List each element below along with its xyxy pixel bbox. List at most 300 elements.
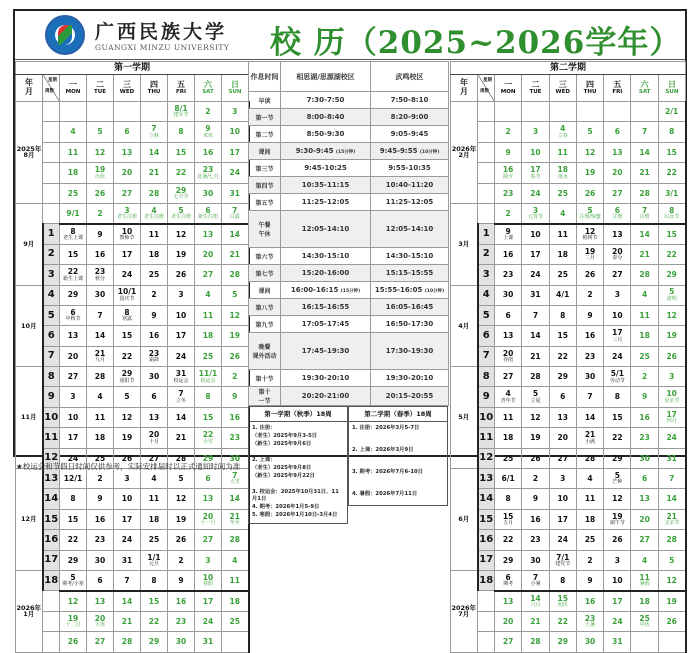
- day-cell: 20: [495, 611, 522, 631]
- day-cell: [60, 102, 87, 122]
- day-cell: 18: [141, 244, 168, 264]
- weekday-header-tue: 二 TUE: [522, 75, 549, 102]
- day-cell: 9: [631, 387, 658, 407]
- day-cell: 16: [195, 142, 222, 162]
- day-cell: 2: [631, 367, 658, 387]
- day-cell: 14: [222, 489, 249, 509]
- day-cell: 17: [604, 591, 631, 611]
- day-cell: 3: [60, 387, 87, 407]
- day-cell: 14: [631, 224, 658, 244]
- day-cell: 10: [604, 305, 631, 325]
- day-cell: 8: [495, 489, 522, 509]
- schedule-row: [249, 316, 449, 333]
- note-line: 5. 寒假：2026年1月10日-3月4日: [252, 512, 338, 519]
- day-cell: 18 雨水: [549, 163, 576, 183]
- day-cell: 10: [60, 407, 87, 427]
- day-cell: 4 立春: [549, 122, 576, 142]
- campus2-time: 11:25-12:05: [371, 194, 449, 211]
- week-row: [16, 163, 249, 183]
- day-cell: 30: [87, 285, 114, 305]
- week-weekday-header: 星期 周数: [478, 75, 495, 102]
- day-cell: 10 母亲节: [658, 387, 685, 407]
- day-cell: [114, 102, 141, 122]
- day-cell: 21 冬至: [222, 509, 249, 529]
- week-row: [451, 387, 686, 407]
- day-cell: 13: [60, 326, 87, 346]
- day-cell: 19: [658, 326, 685, 346]
- day-cell: 2: [522, 469, 549, 489]
- day-cell: 18: [576, 509, 603, 529]
- week-number: 17: [478, 550, 495, 570]
- day-cell: 28: [631, 183, 658, 203]
- day-cell: 11 暑假: [631, 570, 658, 590]
- day-cell: 23: [495, 265, 522, 285]
- day-cell: 21 九月: [87, 346, 114, 366]
- day-cell: 8 寒露: [114, 305, 141, 325]
- day-cell: 3: [549, 469, 576, 489]
- day-cell: 28: [87, 367, 114, 387]
- day-cell: 17 四月: [658, 407, 685, 427]
- day-cell: 30: [631, 448, 658, 468]
- day-cell: 5 芒种: [604, 469, 631, 489]
- day-cell: 22: [60, 530, 87, 550]
- week-number: 16: [43, 530, 60, 550]
- day-cell: 16: [576, 326, 603, 346]
- week-number: 4: [478, 285, 495, 305]
- day-cell: 23: [631, 428, 658, 448]
- campus2-time: 20:15-20:55: [371, 387, 449, 406]
- week-row: [451, 448, 686, 468]
- day-cell: 24: [60, 448, 87, 468]
- day-cell: 29: [141, 632, 168, 652]
- note-line: [352, 458, 444, 466]
- day-cell: 11: [141, 489, 168, 509]
- week-number: 11: [43, 428, 60, 448]
- day-cell: 18: [495, 428, 522, 448]
- day-cell: 13: [495, 326, 522, 346]
- weekday-header-wed: 三 WED: [114, 75, 141, 102]
- day-cell: 22: [549, 611, 576, 631]
- day-cell: 9: [576, 570, 603, 590]
- schedule-panel: [248, 61, 449, 526]
- week-row: [16, 428, 249, 448]
- day-cell: 28: [658, 530, 685, 550]
- day-cell: 17: [168, 326, 195, 346]
- day-cell: 6: [195, 469, 222, 489]
- day-cell: 31: [114, 550, 141, 570]
- day-cell: 3: [658, 367, 685, 387]
- campus1-time: 17:45-19:30: [281, 333, 371, 370]
- year-month-header: 年 月: [16, 75, 43, 102]
- weekday-header-mon: 一 MON: [495, 75, 522, 102]
- day-cell: 12: [168, 489, 195, 509]
- day-cell: 12: [168, 224, 195, 244]
- day-cell: 18: [195, 326, 222, 346]
- day-cell: 30: [195, 183, 222, 203]
- day-cell: 14: [168, 407, 195, 427]
- day-cell: 18: [222, 591, 249, 611]
- note-line: （老生）2025年9月8日: [252, 464, 312, 471]
- schedule-row: [249, 92, 449, 109]
- day-cell: 25: [631, 346, 658, 366]
- day-cell: 22: [495, 530, 522, 550]
- day-cell: 17: [522, 244, 549, 264]
- day-cell: 15: [549, 326, 576, 346]
- day-cell: 15: [168, 142, 195, 162]
- note-line: （老生）2025年9月3-5日: [252, 432, 318, 439]
- day-cell: 23: [576, 346, 603, 366]
- day-cell: 28: [114, 632, 141, 652]
- day-cell: 10 教师节: [114, 224, 141, 244]
- day-cell: 25 中伏: [631, 611, 658, 631]
- period-label: 第七节: [249, 265, 281, 282]
- day-cell: 21: [522, 346, 549, 366]
- day-cell: 7: [576, 387, 603, 407]
- day-cell: 19: [168, 244, 195, 264]
- day-cell: 5 老生注册: [168, 203, 195, 223]
- week-number: 5: [43, 305, 60, 325]
- week-row: [451, 163, 686, 183]
- day-cell: 5: [114, 387, 141, 407]
- day-cell: 10/1 国庆节: [114, 285, 141, 305]
- week-row: [451, 530, 686, 550]
- week-number: [43, 632, 60, 652]
- week-row: [16, 407, 249, 427]
- day-cell: 20 谷雨: [495, 346, 522, 366]
- week-row: [451, 203, 686, 223]
- day-cell: 7 立冬: [168, 387, 195, 407]
- week-row: [451, 550, 686, 570]
- day-cell: 23: [522, 530, 549, 550]
- day-cell: 25: [141, 530, 168, 550]
- campus1-time: 10:35-11:15: [281, 177, 371, 194]
- week-number: [478, 102, 495, 122]
- day-cell: [658, 632, 685, 652]
- day-cell: 6 新生注册: [195, 203, 222, 223]
- day-cell: 12/1: [60, 469, 87, 489]
- week-number: [478, 163, 495, 183]
- weekday-header-thu: 四 THU: [141, 75, 168, 102]
- day-cell: 28: [168, 448, 195, 468]
- day-cell: 4: [195, 285, 222, 305]
- day-cell: 16: [576, 591, 603, 611]
- day-cell: 25: [576, 530, 603, 550]
- day-cell: 4 青年节: [495, 387, 522, 407]
- day-cell: 17 春节: [522, 163, 549, 183]
- campus2-time: 9:45-9:55 (10分钟): [371, 143, 449, 160]
- week-row: [16, 367, 249, 387]
- note-line: 2. 上课：: [252, 456, 276, 463]
- week-number: [43, 163, 60, 183]
- day-cell: 3: [114, 469, 141, 489]
- sem1-notes-title: 第一学期（秋季）18周: [249, 407, 347, 422]
- day-cell: 16: [87, 509, 114, 529]
- week-number: 16: [478, 530, 495, 550]
- day-cell: 29: [658, 265, 685, 285]
- day-cell: 25: [195, 346, 222, 366]
- day-cell: 8 妇女节: [658, 203, 685, 223]
- period-label: 第十 一节: [249, 387, 281, 406]
- week-number: 3: [478, 265, 495, 285]
- day-cell: 24: [195, 611, 222, 631]
- semester1-title: 第一学期: [16, 62, 249, 75]
- day-cell: 16: [141, 326, 168, 346]
- day-cell: 15: [604, 407, 631, 427]
- week-number: 2: [43, 244, 60, 264]
- day-cell: 4: [87, 387, 114, 407]
- day-cell: 20 大寒: [87, 611, 114, 631]
- week-row: [16, 632, 249, 652]
- week-row: [16, 142, 249, 162]
- day-cell: 6/1: [495, 469, 522, 489]
- week-row: [451, 611, 686, 631]
- day-cell: 28: [576, 448, 603, 468]
- period-label: 第一节: [249, 109, 281, 126]
- day-cell: 8: [60, 489, 87, 509]
- day-cell: 31: [658, 448, 685, 468]
- month-label: 9月: [16, 203, 43, 285]
- schedule-head-label: 作息时间: [249, 62, 281, 92]
- day-cell: 27: [549, 448, 576, 468]
- week-row: [16, 570, 249, 590]
- period-label: 第五节: [249, 194, 281, 211]
- day-cell: 2: [141, 285, 168, 305]
- day-cell: 14 六月: [522, 591, 549, 611]
- semester1-notes: [248, 406, 348, 524]
- note-line: 1. 注册：2026年3月5-7日: [352, 425, 420, 431]
- day-cell: 19: [522, 428, 549, 448]
- week-row: [451, 632, 686, 652]
- day-cell: [604, 102, 631, 122]
- day-cell: 9 上课: [495, 224, 522, 244]
- day-cell: 28: [222, 265, 249, 285]
- day-cell: 30: [87, 550, 114, 570]
- day-cell: 10: [168, 305, 195, 325]
- day-cell: 31: [604, 632, 631, 652]
- day-cell: 23 秋分: [87, 265, 114, 285]
- day-cell: 10: [549, 489, 576, 509]
- campus1-time: 9:30-9:45 (15分钟): [281, 143, 371, 160]
- week-number: 13: [478, 469, 495, 489]
- week-number: 13: [43, 469, 60, 489]
- day-cell: 9 末伏: [195, 122, 222, 142]
- day-cell: 8: [195, 387, 222, 407]
- campus1-label: 相思湖/思源湖校区: [281, 62, 371, 92]
- day-cell: 27: [495, 632, 522, 652]
- day-cell: 9: [87, 489, 114, 509]
- week-number: 11: [478, 428, 495, 448]
- schedule-row: [249, 333, 449, 370]
- note-line: （新生）2025年9月22日: [252, 472, 315, 479]
- week-number: [43, 591, 60, 611]
- day-cell: 23 大暑: [576, 611, 603, 631]
- day-cell: 14: [114, 591, 141, 611]
- day-cell: 4: [631, 550, 658, 570]
- day-cell: 3: [222, 102, 249, 122]
- day-cell: 16: [631, 407, 658, 427]
- day-cell: 8/1 建军节: [168, 102, 195, 122]
- week-row: [16, 285, 249, 305]
- day-cell: 18: [87, 428, 114, 448]
- month-label: 4月: [451, 285, 478, 367]
- day-cell: 21 小满: [576, 428, 603, 448]
- university-name-cn: 广西民族大学: [95, 21, 228, 43]
- day-cell: 16 除夕: [495, 163, 522, 183]
- day-cell: 10: [522, 224, 549, 244]
- day-cell: 24: [604, 611, 631, 631]
- day-cell: 14: [658, 489, 685, 509]
- day-cell: 31: [195, 632, 222, 652]
- day-cell: 14: [576, 407, 603, 427]
- day-cell: 13: [631, 489, 658, 509]
- week-number: 15: [43, 509, 60, 529]
- weekday-header-mon: 一 MON: [60, 75, 87, 102]
- day-cell: 5 注册/惊蛰: [576, 203, 603, 223]
- day-cell: 7: [522, 305, 549, 325]
- day-cell: 25: [495, 448, 522, 468]
- week-row: [451, 285, 686, 305]
- day-cell: 2: [576, 550, 603, 570]
- day-cell: 13: [141, 407, 168, 427]
- day-cell: 30: [522, 550, 549, 570]
- day-cell: 9: [522, 489, 549, 509]
- day-cell: 7 小暑: [522, 570, 549, 590]
- day-cell: 3: [604, 550, 631, 570]
- day-cell: 23: [168, 611, 195, 631]
- campus1-time: 16:00-16:15 (15分钟): [281, 282, 371, 299]
- day-cell: 6: [549, 387, 576, 407]
- day-cell: 3: [195, 550, 222, 570]
- day-cell: 3: [604, 285, 631, 305]
- day-cell: 2: [576, 285, 603, 305]
- day-cell: 24: [658, 428, 685, 448]
- day-cell: 19: [168, 509, 195, 529]
- day-cell: 23 霜降: [141, 346, 168, 366]
- schedule-row: [249, 282, 449, 299]
- day-cell: 4: [222, 550, 249, 570]
- day-cell: 16: [495, 244, 522, 264]
- week-row: [16, 224, 249, 244]
- day-cell: [549, 102, 576, 122]
- week-number: 6: [43, 326, 60, 346]
- day-cell: 24: [522, 265, 549, 285]
- university-name-en: GUANGXI MINZU UNIVERSITY: [95, 43, 230, 52]
- week-row: [451, 122, 686, 142]
- month-label: 2026年 1月: [16, 570, 43, 652]
- period-label: 第三节: [249, 160, 281, 177]
- week-number: 14: [43, 489, 60, 509]
- week-row: [16, 203, 249, 223]
- day-cell: [495, 102, 522, 122]
- day-cell: 12: [576, 142, 603, 162]
- day-cell: 6: [495, 305, 522, 325]
- week-row: [451, 142, 686, 162]
- day-cell: 6: [604, 122, 631, 142]
- day-cell: 2: [495, 203, 522, 223]
- schedule-row: [249, 109, 449, 126]
- week-row: [451, 305, 686, 325]
- day-cell: 5: [658, 550, 685, 570]
- day-cell: 23 处暑/七月: [195, 163, 222, 183]
- day-cell: 26: [658, 346, 685, 366]
- day-cell: 27: [87, 632, 114, 652]
- note-line: 4. 暑假：2026年7月11日: [352, 490, 418, 497]
- day-cell: 31 校运会: [168, 367, 195, 387]
- day-cell: 8: [604, 387, 631, 407]
- month-label: 5月: [451, 367, 478, 469]
- day-cell: 24: [604, 346, 631, 366]
- day-cell: 7 注册: [631, 203, 658, 223]
- day-cell: 13: [87, 591, 114, 611]
- week-number: [478, 142, 495, 162]
- week-number: [478, 611, 495, 631]
- day-cell: 21: [141, 163, 168, 183]
- week-number: [43, 611, 60, 631]
- weekday-header-thu: 四 THU: [576, 75, 603, 102]
- note-line: （新生）2025年9月6日: [252, 440, 312, 447]
- week-number: 17: [43, 550, 60, 570]
- day-cell: 28: [222, 530, 249, 550]
- day-cell: 11: [87, 407, 114, 427]
- schedule-row: [249, 194, 449, 211]
- week-number: [478, 632, 495, 652]
- day-cell: 16: [87, 244, 114, 264]
- day-cell: 11: [495, 407, 522, 427]
- period-label: 第四节: [249, 177, 281, 194]
- day-cell: [576, 102, 603, 122]
- day-cell: 11/1 校运会: [195, 367, 222, 387]
- note-line: [252, 481, 344, 489]
- period-label: 课间: [249, 282, 281, 299]
- period-label: 晚餐 课外活动: [249, 333, 281, 370]
- campus1-time: 11:25-12:05: [281, 194, 371, 211]
- week-row: [16, 509, 249, 529]
- day-cell: 13: [549, 407, 576, 427]
- week-weekday-header: 星期 周数: [43, 75, 60, 102]
- week-row: [16, 591, 249, 611]
- day-cell: 24: [114, 530, 141, 550]
- campus2-time: 19:30-20:10: [371, 370, 449, 387]
- month-label: 2026年 7月: [451, 570, 478, 652]
- week-number: [478, 183, 495, 203]
- day-cell: 20: [549, 428, 576, 448]
- day-cell: 15: [60, 244, 87, 264]
- day-cell: 20: [604, 163, 631, 183]
- day-cell: 12: [87, 142, 114, 162]
- day-cell: 11: [222, 570, 249, 590]
- day-cell: 9: [141, 305, 168, 325]
- day-cell: 29 七夕节: [168, 183, 195, 203]
- day-cell: 6: [631, 469, 658, 489]
- day-cell: 4: [576, 469, 603, 489]
- week-row: [16, 346, 249, 366]
- schedule-row: [249, 248, 449, 265]
- week-row: [16, 122, 249, 142]
- day-cell: 19: [576, 163, 603, 183]
- day-cell: 22: [604, 428, 631, 448]
- day-cell: 13: [114, 142, 141, 162]
- day-cell: 19: [222, 326, 249, 346]
- day-cell: 14: [631, 142, 658, 162]
- day-cell: 25: [549, 183, 576, 203]
- campus1-time: 9:45-10:25: [281, 160, 371, 177]
- week-number: 12: [478, 448, 495, 468]
- day-cell: 27: [195, 265, 222, 285]
- week-row: [451, 509, 686, 529]
- week-number: 6: [478, 326, 495, 346]
- day-cell: 15: [114, 326, 141, 346]
- day-cell: 30: [576, 632, 603, 652]
